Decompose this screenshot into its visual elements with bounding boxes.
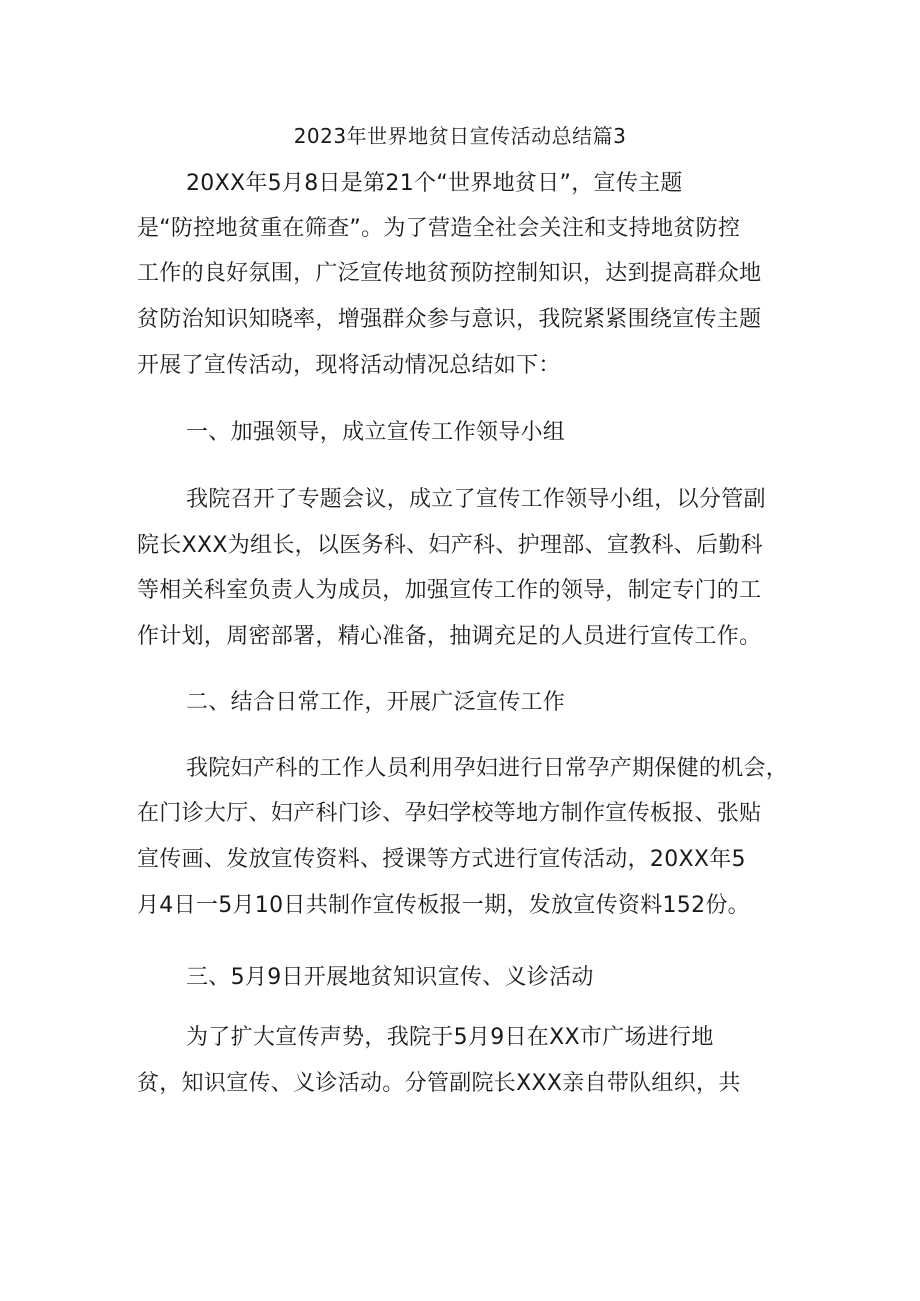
section3-line-2: 贫，知识宣传、义诊活动。分管副院长XXX亲自带队组织，共 — [137, 1071, 741, 1096]
section2-line-4: 月4日一5月10日共制作宣传板报一期，发放宣传资料152份。 — [137, 893, 750, 918]
section1-heading: 一、加强领导，成立宣传工作领导小组 — [186, 420, 566, 445]
section1-line-3: 等相关科室负责人为成员，加强宣传工作的领导，制定专门的工 — [137, 578, 762, 603]
section1-line-4: 作计划，周密部署，精心准备，抽调充足的人员进行宣传工作。 — [137, 624, 762, 649]
section3-line-1: 为了扩大宣传声势，我院于5月9日在XX市广场进行地 — [186, 1025, 714, 1050]
intro-line-5: 开展了宣传活动，现将活动情况总结如下： — [137, 353, 561, 378]
intro-line-4: 贫防治知识知晓率，增强群众参与意识，我院紧紧围绕宣传主题 — [137, 307, 762, 332]
document-title: 2023年世界地贫日宣传活动总结篇3 — [293, 124, 627, 148]
section2-line-3: 宣传画、发放宣传资料、授课等方式进行宣传活动，20XX年5 — [137, 847, 746, 872]
intro-line-2: 是“防控地贫重在筛查”。为了营造全社会关注和支持地贫防控 — [137, 216, 741, 241]
intro-line-3: 工作的良好氛围，广泛宣传地贫预防控制知识，达到提高群众地 — [137, 261, 762, 286]
section3-heading: 三、5月9日开展地贫知识宣传、义诊活动 — [186, 965, 594, 990]
section1-line-2: 院长XXX为组长，以医务科、妇产科、护理部、宣教科、后勤科 — [137, 533, 763, 558]
section2-heading: 二、结合日常工作，开展广泛宣传工作 — [186, 690, 566, 715]
section2-line-2: 在门诊大厅、妇产科门诊、孕妇学校等地方制作宣传板报、张贴 — [137, 801, 762, 826]
intro-line-1: 20XX年5月8日是第21个“世界地贫日”，宣传主题 — [186, 171, 683, 196]
section2-line-1: 我院妇产科的工作人员利用孕妇进行日常孕产期保健的机会， — [186, 756, 789, 781]
section1-line-1: 我院召开了专题会议，成立了宣传工作领导小组，以分管副 — [186, 487, 766, 512]
